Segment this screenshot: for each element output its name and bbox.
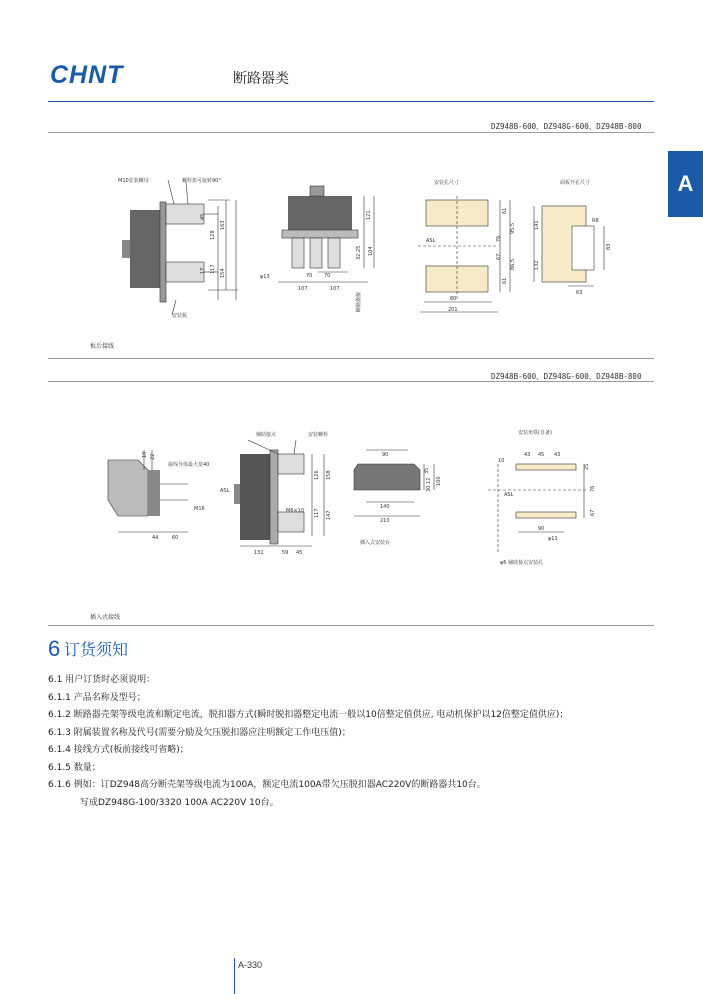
category-title: 断路器类 <box>233 71 289 87</box>
section2-bottom-rule <box>48 625 654 626</box>
dim-b-0: 126 <box>314 470 320 480</box>
label-m6x10: M6×10 <box>286 508 305 514</box>
section1-bottom-rule <box>48 358 654 359</box>
section1-drawings <box>48 170 658 350</box>
order-note: 6.1.1 产品名称及型号； <box>48 692 146 703</box>
dim-d3-2: 76 <box>496 235 502 242</box>
dim-d4-0: 141 <box>534 220 540 230</box>
dim-d3-0: 61 <box>502 207 508 214</box>
dim-d3-5: 61 <box>502 277 508 284</box>
label-ghost: 断路器接 <box>356 291 362 312</box>
order-note: 6.1.6 例如：订DZ948高分断壳架等级电流为100A，额定电流100A带欠压脱扣器AC220V的断路器共10台。 <box>48 780 486 790</box>
label-aux: 辅助接点 <box>256 432 277 438</box>
dim-d-7: 90 <box>538 526 545 532</box>
drawing-side-view <box>122 180 238 315</box>
dim-d-5: 76 <box>590 485 596 492</box>
label-rotate: 螺栓扭可旋转90° <box>182 178 221 184</box>
drawing-plugin-base <box>354 450 434 516</box>
label-hole-size: 安装孔尺寸 <box>434 180 460 186</box>
drawing-top-view <box>278 186 374 282</box>
dim-d1-5: 154 <box>220 268 226 278</box>
dim-d-8: φ11 <box>548 536 558 542</box>
dim-d-6: 67 <box>590 509 596 516</box>
dim-d2-3: 70 <box>306 273 313 279</box>
section2-top-rule <box>48 381 654 382</box>
dim-a-2: 44 <box>152 535 159 541</box>
order-note: 6.1.4 接线方式(板前接线可省略)； <box>48 745 189 755</box>
chint-logo: CHNT <box>50 61 124 89</box>
dim-c-4: 140 <box>380 504 390 510</box>
dim-d2-1: 32.25 <box>356 245 362 260</box>
dim-d-4: 25 <box>584 463 590 470</box>
label-asl: ASL <box>426 238 436 244</box>
dim-d3-1: 95.5 <box>510 222 516 234</box>
dim-d4-3: 132 <box>534 260 540 270</box>
label-m16: M16 <box>194 506 205 512</box>
label-asl-2d: ASL <box>504 492 514 498</box>
dim-d2-0: 121 <box>366 210 372 220</box>
dim-b-6: 45 <box>296 550 303 556</box>
dim-d3-4: 86.5 <box>510 258 516 270</box>
dim-b-5: 59 <box>282 550 289 556</box>
section1-caption: 板后接线 <box>90 343 115 350</box>
dim-d2-6: 107 <box>330 286 340 292</box>
dim-d1-2: 163 <box>220 220 226 230</box>
label-m10-nut: M10安装螺母 <box>118 178 149 184</box>
dim-d3-6: 80 <box>450 296 457 302</box>
dim-c-1: 35 <box>424 467 430 474</box>
dim-c-5: 210 <box>380 518 390 524</box>
header-rule <box>48 101 654 102</box>
dim-c-3: 100 <box>436 476 442 486</box>
dim-d3-3: 67 <box>496 253 502 260</box>
order-note: 6.1.3 附属装置名称及代号(需要分励及欠压脱扣器应注明额定工作电压值)； <box>48 727 351 738</box>
dim-d-2: 45 <box>538 452 545 458</box>
order-notes <box>48 672 668 812</box>
section6-title: 订货须知 <box>64 640 129 659</box>
label-asl-2a: ASL <box>220 488 230 494</box>
dim-a-0: 10 <box>142 451 148 458</box>
dim-d2-2: 104 <box>368 246 374 256</box>
label-mount-angle: 安装角铁(自备) <box>518 430 552 436</box>
section2-caption: 插入式接线 <box>90 614 121 621</box>
label-mount-plate: 安装板 <box>172 313 188 319</box>
dim-d-3: 43 <box>554 452 561 458</box>
section1-top-rule <box>48 132 654 133</box>
dim-d4-1: R8 <box>592 218 599 224</box>
drawing-plugin-front <box>234 440 324 546</box>
dim-d2-4: 70 <box>324 273 331 279</box>
dim-d1-0: 45 <box>200 213 206 220</box>
section-tab: A <box>668 151 703 217</box>
dim-c-0: 90 <box>382 452 389 458</box>
dim-a-1: 22 <box>150 453 156 460</box>
dim-d3-7: 201 <box>448 307 458 313</box>
page-number-rule <box>234 958 235 994</box>
order-note: 6.1 用户订货时必须说明： <box>48 675 156 685</box>
dim-b-4: 131 <box>254 550 264 556</box>
page-number: A-330 <box>238 960 263 970</box>
dim-b-2: 117 <box>314 508 320 518</box>
order-example: 写成DZ948G-100/3320 100A AC220V 10台。 <box>80 797 279 808</box>
label-phi13: φ13 <box>260 274 270 280</box>
label-aux-hole: φ6 辅助接点安装孔 <box>500 560 544 566</box>
dim-b-1: 158 <box>326 470 332 480</box>
label-panel-cut: 面板开孔尺寸 <box>560 180 591 186</box>
order-note: 6.1.5 数量； <box>48 762 101 773</box>
dim-b-3: 147 <box>326 510 332 520</box>
dim-d1-1: 128 <box>210 230 216 240</box>
section2-model: DZ948B-600、DZ948G-600、DZ948B-800 <box>491 372 642 381</box>
section2-drawings <box>48 420 658 580</box>
dim-d4-4: 63 <box>576 290 583 296</box>
dim-d2-5: 107 <box>298 286 308 292</box>
label-mount-screw: 安装螺栓 <box>308 432 329 438</box>
dim-d1-4: 117 <box>210 264 216 274</box>
dim-d-0: 10 <box>498 458 505 464</box>
drawing-mount-angle <box>488 464 588 554</box>
label-plug-base: 插入式安装台 <box>360 540 391 546</box>
dim-d1-3: 17 <box>200 267 206 274</box>
dim-a-3: 60 <box>172 535 179 541</box>
section6-number: 6 <box>48 636 61 661</box>
dim-d-1: 43 <box>524 452 531 458</box>
dim-c-2: 30.12 <box>426 477 432 492</box>
order-note: 6.1.2 断路器壳架等级电流和额定电流，脱扣器方式(瞬时脱扣器整定电流一般以10倍整定值供应, 电动机保护以12倍整定值供应)； <box>48 710 569 720</box>
label-fixed: 接线导体最大宽40 <box>168 462 210 468</box>
dim-d4-2: 83 <box>606 243 612 250</box>
section1-model: DZ948B-600、DZ948G-600、DZ948B-800 <box>491 122 642 131</box>
